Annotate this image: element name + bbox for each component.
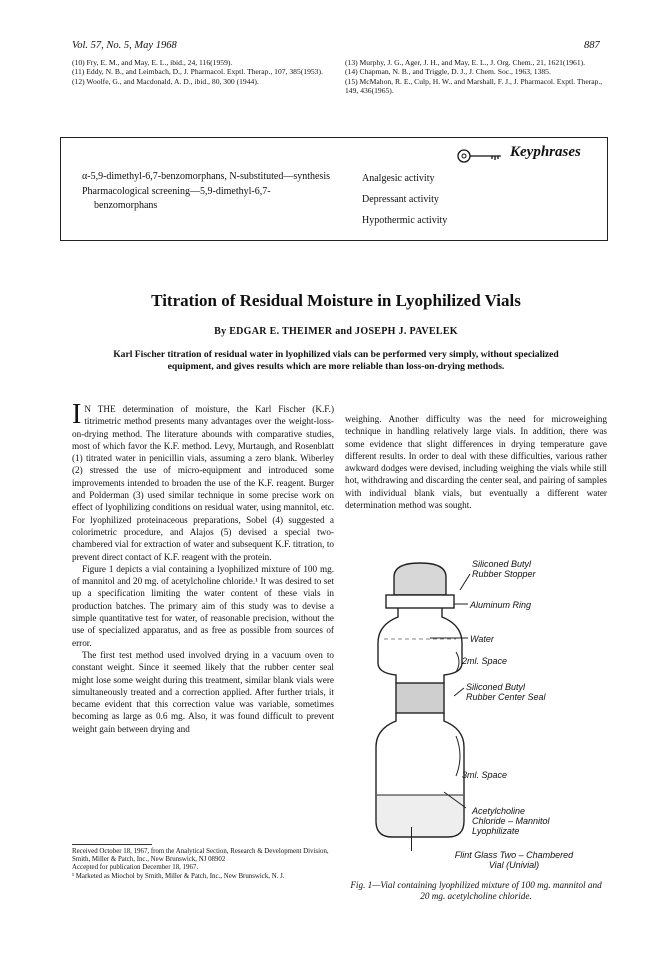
- label-stopper: [472, 559, 536, 579]
- byline: By EDGAR E. THEIMER and JOSEPH J. PAVELEK: [214, 326, 458, 337]
- paragraph-text: determination of moisture, the Karl Fischer (K.F.) titrimetric method presents many advantages over the weight-loss-on-drying method. The literature abounds with comparative studies, most of which favor the K.F. method. Levy, Murtaugh, and Rosenblatt (1) titrated water in penicillin vials, assuming a zero blank. Wiberley (2) stressed the use of micro-equipment and introduced some improvements intended to broaden the use of the K.F. reagent. Burger and Polderman (3) used similar technique in some precise work on effect of lyophilizing conditions on residual water, using mannitol, etc. For lyophilized proteinaceous preparations, Sobel (4) suggested a colorimetric procedure, and Alajos (5) devised a special two-chambered vial for extraction of water and subsequent K.F. titration, to prevent direct contact of K.F. reagent with the protein.: [72, 404, 335, 562]
- keyphrase-item: Pharmacological screening—5,9-dimethyl-6,7-benzomorphans: [82, 186, 271, 211]
- reference-item: (13) Murphy, J. G., Ager, J. H., and May, E. L., J. Org. Chem., 21, 1621(1961).: [345, 58, 586, 67]
- label-line: Acetylcholine: [472, 806, 526, 816]
- keyphrase-item: α-5,9-dimethyl-6,7-benzomorphans, N-substituted—synthesis: [82, 171, 330, 182]
- label-center-seal: [466, 682, 546, 702]
- label-line: Siliconed Butyl: [472, 559, 532, 569]
- label-3ml-space: 3ml. Space: [462, 770, 508, 780]
- page-number: 887: [584, 40, 600, 51]
- lead-in: N THE: [84, 404, 116, 414]
- figure-caption: Fig. 1—Vial containing lyophilized mixture of 100 mg. mannitol and 20 mg. acetylcholine chloride.: [350, 880, 602, 901]
- running-header-journal: Vol. 57, No. 5, May 1968: [72, 40, 177, 51]
- keyphrase-item: Analgesic activity: [362, 173, 435, 184]
- footnote: Accepted for publication December 18, 1967.: [72, 864, 199, 872]
- references-right: [345, 58, 607, 96]
- paragraph: [72, 399, 335, 563]
- key-icon: [455, 147, 505, 165]
- body-column-left: [72, 399, 335, 735]
- footnote-rule: [72, 844, 152, 845]
- label-line: Rubber Stopper: [472, 569, 536, 579]
- label-water: Water: [470, 634, 494, 644]
- label-line: Flint Glass Two – Chambered: [454, 850, 574, 860]
- paragraph: weighing. Another difficulty was the need for microweighing technique in handling relatively large vials. In addition, there was some evidence that slight differences in drying temperature gave different results. In order to deal with these difficulties, various rather awkward dodges were devised, including weighing the vials while still hot, withdrawing and discarding the center seal, and pairing of samples with individual blank vials, but eventually a different water determination method was sought.: [345, 414, 607, 511]
- paragraph: Figure 1 depicts a vial containing a lyophilized mixture of 100 mg. of mannitol and 20 mg. of acetylcholine chloride.¹ It was desired to set up a specification limiting the water content of these vials in production batches. The primary aim of this study was to devise a simple quantitative test for water, of reasonable precision, without the use of specialized apparatus, and as free as possible from sources of error.: [72, 563, 334, 648]
- keyphrases-right-list: [362, 172, 592, 228]
- footnote: Received October 18, 1967, from the Analytical Section, Research & Development Division, Smith, Miller & Patch, Inc., New Brunswick, NJ 08902: [72, 848, 329, 864]
- label-contents: [472, 806, 550, 836]
- references-left: [72, 58, 334, 86]
- body-column-right: [345, 413, 607, 511]
- label-line: Chloride – Mannitol: [472, 816, 550, 826]
- reference-item: (15) McMahon, R. E., Culp, H. W., and Marshall, F. J., J. Pharmacol. Exptl. Therap., 149, 436(1965).: [345, 76, 603, 96]
- keyphrase-item: Hypothermic activity: [362, 215, 448, 226]
- keyphrase-item: Depressant activity: [362, 194, 439, 205]
- label-line: Siliconed Butyl: [466, 682, 526, 692]
- drop-cap: I: [72, 399, 82, 430]
- keyphrases-title: Keyphrases: [510, 144, 581, 160]
- label-glass: [424, 850, 604, 870]
- label-aluminum-ring: Aluminum Ring: [470, 600, 532, 610]
- paragraph: The first test method used involved drying in a vacuum oven to constant weight. Since it seemed likely that the rubber center seal might lose some weight during this treatment, similar blank vials were simultaneously treated and a correction applied. After further trials, it became evident that this correction value was variable, sometimes becoming as large as 0.6 mg. Also, it was found difficult to prevent weight gain between drying and: [72, 649, 334, 734]
- label-2ml-space: 2ml. Space: [462, 656, 508, 666]
- keyphrases-left-list: [82, 170, 332, 213]
- article-title: Titration of Residual Moisture in Lyophilized Vials: [151, 291, 521, 310]
- reference-item: (11) Eddy, N. B., and Leimbach, D., J. Pharmacol. Exptl. Therap., 107, 385(1953).: [72, 67, 323, 77]
- label-line: Lyophilizate: [472, 826, 520, 836]
- reference-item: (10) Fry, E. M., and May, E. L., ibid., 24, 116(1959).: [72, 58, 233, 67]
- footnotes: [72, 848, 336, 881]
- abstract: Karl Fischer titration of residual water in lyophilized vials can be performed very simply, without specialized equipment, and gives results which are more reliable than loss-on-drying methods.: [113, 349, 559, 372]
- leader-line-glass: [411, 827, 412, 851]
- footnote: ¹ Marketed as Miochol by Smith, Miller & Patch, Inc., New Brunswick, N. J.: [72, 872, 285, 880]
- label-line: Vial (Univial): [488, 860, 540, 870]
- label-line: Rubber Center Seal: [466, 692, 546, 702]
- reference-item: (14) Chapman, N. B., and Triggle, D. J., J. Chem. Soc., 1963, 1385.: [345, 67, 551, 77]
- reference-item: (12) Woolfe, G., and Macdonald, A. D., ibid., 80, 300 (1944).: [72, 76, 259, 86]
